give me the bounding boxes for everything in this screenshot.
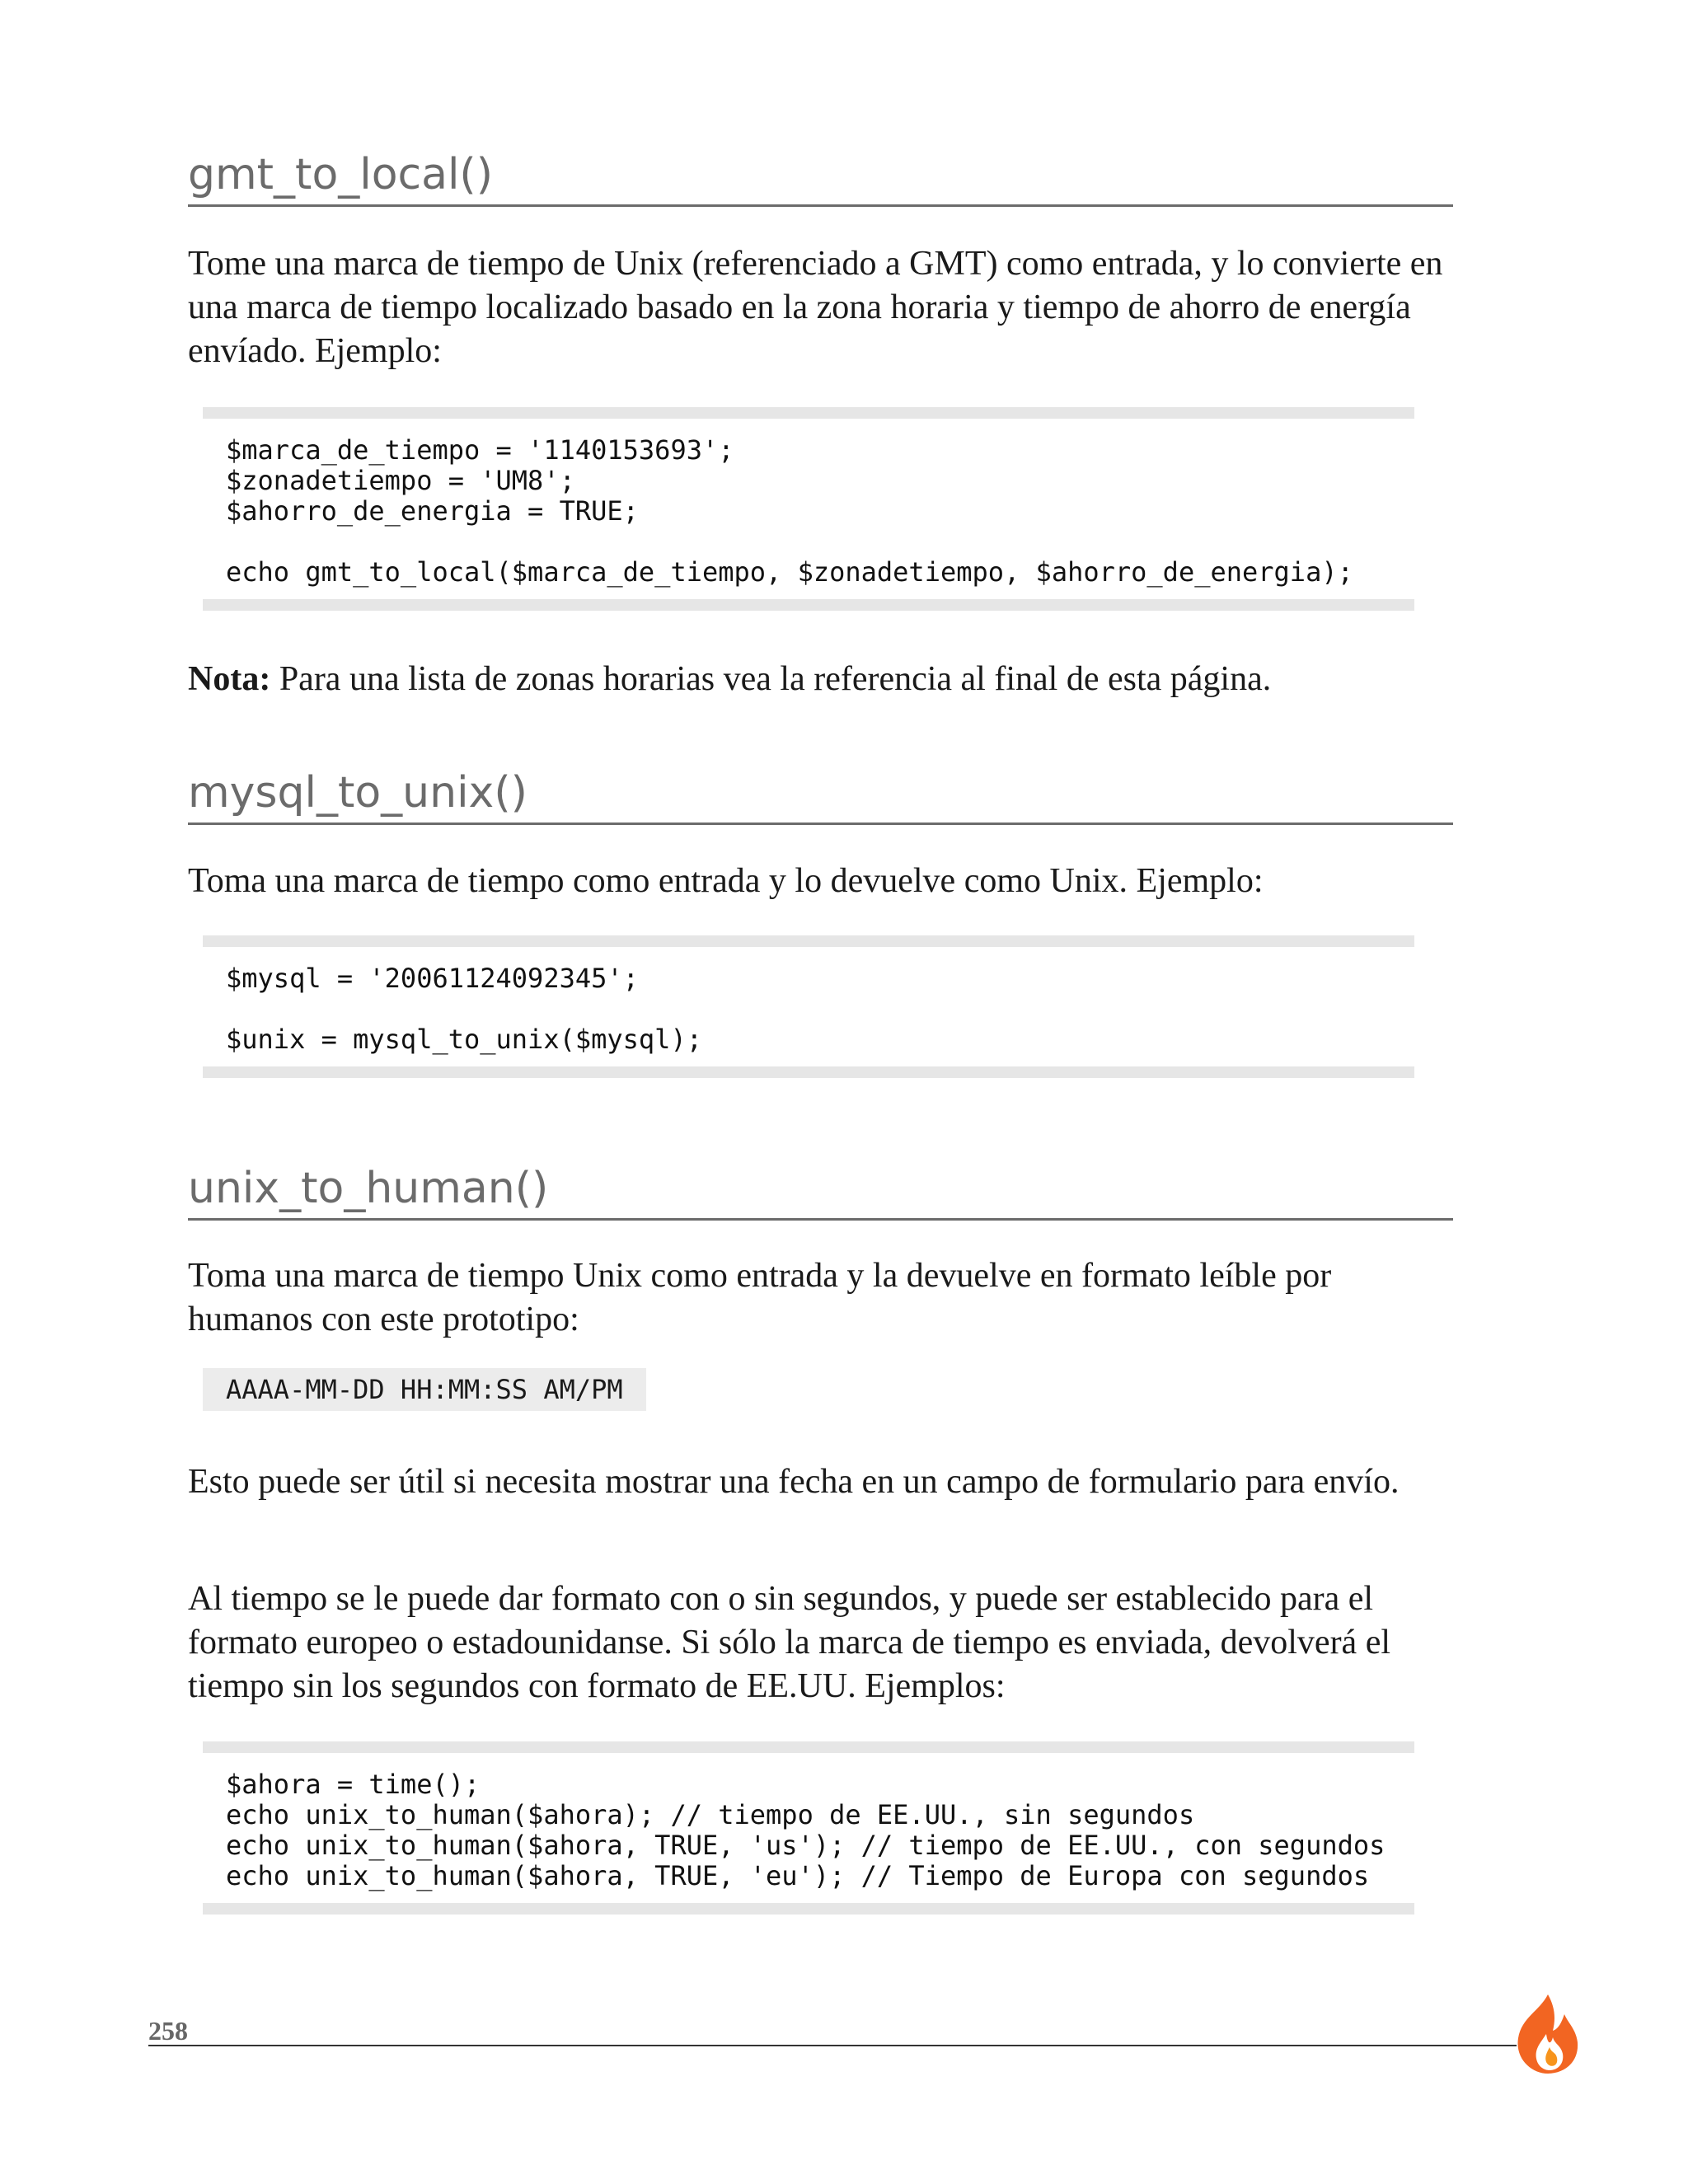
section-intro-gmt-to-local: Tome una marca de tiempo de Unix (referenciado a GMT) como entrada, y lo convierte en una marca de tiempo localizado basado en la zona horaria y tiempo de ahorro de energía envíado. Ejemplo: (188, 245, 1443, 370)
code-line: $zonadetiempo = 'UM8'; (226, 465, 575, 496)
code-block-gmt-to-local (203, 407, 1414, 611)
section-paragraph-usefulness: Esto puede ser útil si necesita mostrar una fecha en un campo de formulario para envío. (188, 1463, 1400, 1501)
section-title-mysql-to-unix: mysql_to_unix() (188, 768, 1453, 825)
section-intro-mysql-to-unix: Toma una marca de tiempo como entrada y lo devuelve como Unix. Ejemplo: (188, 862, 1264, 900)
code-line: $mysql = '20061124092345'; (226, 963, 639, 994)
code-line: $ahorro_de_energia = TRUE; (226, 495, 639, 527)
code-line (203, 994, 1414, 1024)
code-line: echo unix_to_human($ahora, TRUE, 'eu'); // Tiempo de Europa con segundos (226, 1860, 1370, 1891)
code-line: $ahora = time(); (226, 1769, 481, 1800)
code-block-mysql-to-unix (203, 935, 1414, 1078)
prototype-format: AAAA-MM-DD HH:MM:SS AM/PM (203, 1368, 646, 1411)
footer-rule (148, 2045, 1517, 2046)
section-title-unix-to-human: unix_to_human() (188, 1164, 1453, 1221)
code-line: $unix = mysql_to_unix($mysql); (226, 1024, 702, 1055)
code-line (203, 527, 1414, 557)
code-line: echo unix_to_human($ahora); // tiempo de EE.UU., sin segundos (226, 1799, 1195, 1830)
note-label: Nota: (188, 660, 271, 698)
code-line: $marca_de_tiempo = '1140153693'; (226, 434, 734, 466)
flame-logo-icon (1507, 1993, 1582, 2075)
note-text: Para una lista de zonas horarias vea la referencia al final de esta página. (270, 660, 1272, 698)
section-paragraph-formatting: Al tiempo se le puede dar formato con o sin segundos, y puede ser establecido para el formato europeo o estadounidanse. Si sólo la marca de tiempo es enviada, devolverá el tiempo sin los segundos con formato de EE.UU. Ejemplos: (188, 1580, 1391, 1705)
section-intro-unix-to-human: Toma una marca de tiempo Unix como entrada y la devuelve en formato leíble por humanos con este prototipo: (188, 1257, 1332, 1338)
page-number: 258 (148, 2016, 188, 2046)
section-title-gmt-to-local: gmt_to_local() (188, 150, 1453, 207)
note-paragraph (188, 658, 1453, 701)
code-line: echo unix_to_human($ahora, TRUE, 'us'); // tiempo de EE.UU., con segundos (226, 1830, 1386, 1861)
code-block-unix-to-human (203, 1741, 1414, 1915)
code-line: echo gmt_to_local($marca_de_tiempo, $zonadetiempo, $ahorro_de_energia); (226, 556, 1353, 588)
